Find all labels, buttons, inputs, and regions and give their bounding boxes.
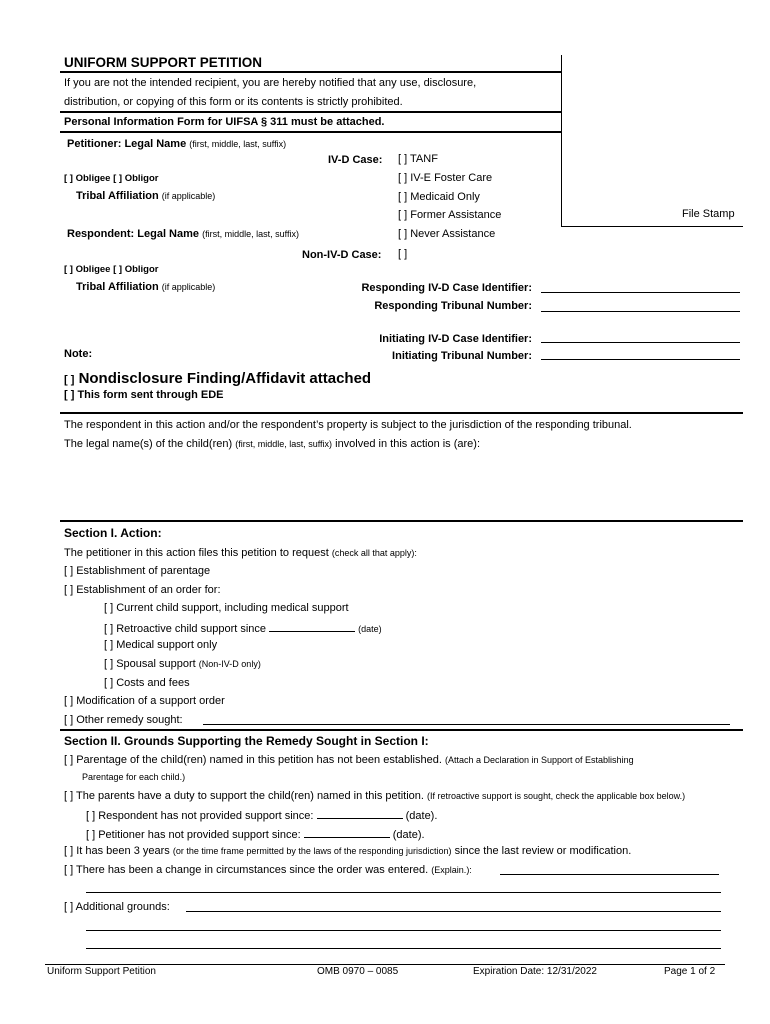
children-section-rule — [60, 520, 743, 522]
medical-support-option[interactable]: [ ] Medical support only — [104, 639, 218, 651]
non-ivd-case-label: Non-IV-D Case: — [302, 249, 382, 261]
respondent-not-provided-option[interactable]: [ ] Respondent has not provided support since: (date). — [86, 810, 438, 822]
responding-tribunal-number-label: Responding Tribunal Number: — [374, 300, 532, 312]
current-child-support-option[interactable]: [ ] Current child support, including medical support — [104, 602, 349, 614]
notice-line-2: distribution, or copying of this form or its contents is strictly prohibited. — [64, 96, 403, 108]
nondisclosure-option[interactable]: [ ] Nondisclosure Finding/Affidavit attached — [64, 370, 372, 387]
additional-grounds-field-3[interactable] — [86, 948, 721, 949]
footer-form-name: Uniform Support Petition — [47, 966, 156, 977]
section-1-title: Section I. Action: — [64, 526, 162, 540]
retroactive-date-field[interactable] — [269, 621, 355, 632]
jurisdiction-statement: The respondent in this action and/or the respondent’s property is subject to the jurisdiction of the responding tribunal. — [64, 419, 632, 431]
parentage-ground-hint: Parentage for each child.) — [82, 772, 186, 782]
pif-notice: Personal Information Form for UIFSA § 311 must be attached. — [64, 116, 385, 128]
ivd-option-medicaid-only[interactable]: [ ] Medicaid Only — [398, 191, 480, 203]
footer-rule — [45, 964, 725, 965]
initiating-ivd-identifier-field[interactable] — [541, 342, 740, 343]
footer-expiration-date: Expiration Date: 12/31/2022 — [473, 966, 597, 977]
modification-option[interactable]: [ ] Modification of a support order — [64, 695, 225, 707]
responding-tribunal-number-field[interactable] — [541, 311, 740, 312]
file-stamp-label: File Stamp — [682, 208, 735, 220]
file-stamp-border — [561, 55, 562, 227]
spousal-support-option[interactable]: [ ] Spousal support (Non-IV-D only) — [104, 658, 261, 670]
ivd-case-label: IV-D Case: — [328, 154, 383, 166]
additional-grounds-option[interactable]: [ ] Additional grounds: — [64, 901, 170, 913]
petitioner-date-field[interactable] — [304, 827, 390, 838]
other-remedy-field[interactable] — [203, 724, 730, 725]
three-years-option[interactable]: [ ] It has been 3 years (or the time frame permitted by the laws of the responding jurisdiction) since the last review or modification. — [64, 845, 632, 857]
respondent-name-label: Respondent: Legal Name (first, middle, last, suffix) — [67, 228, 299, 240]
title-rule — [60, 71, 561, 73]
petitioner-name-label: Petitioner: Legal Name (first, middle, last, suffix) — [67, 138, 287, 150]
establishment-parentage-option[interactable]: [ ] Establishment of parentage — [64, 565, 211, 577]
change-circumstances-option[interactable]: [ ] There has been a change in circumstances since the order was entered. (Explain.): — [64, 864, 472, 876]
additional-grounds-field-2[interactable] — [86, 930, 721, 931]
initiating-ivd-identifier-label: Initiating IV-D Case Identifier: — [379, 333, 532, 345]
change-explain-field[interactable] — [500, 874, 719, 875]
parentage-ground-option[interactable]: [ ] Parentage of the child(ren) named in this petition has not been established. (Attach a Declaration in Support of Establishing — [64, 754, 634, 766]
pif-rule — [60, 131, 561, 133]
change-explain-field-2[interactable] — [86, 892, 721, 893]
initiating-tribunal-number-label: Initiating Tribunal Number: — [392, 350, 532, 362]
note-label: Note: — [64, 348, 93, 360]
section-2-title: Section II. Grounds Supporting the Remedy Sought in Section I: — [64, 734, 429, 748]
petitioner-tribal-affiliation: Tribal Affiliation (if applicable) — [76, 190, 216, 202]
ede-option[interactable]: [ ] This form sent through EDE — [64, 389, 224, 401]
petitioner-not-provided-option[interactable]: [ ] Petitioner has not provided support since: (date). — [86, 829, 425, 841]
ivd-option-foster-care[interactable]: [ ] IV-E Foster Care — [398, 172, 493, 184]
other-remedy-option[interactable]: [ ] Other remedy sought: — [64, 714, 183, 726]
section-1-rule — [60, 729, 743, 731]
form-title: UNIFORM SUPPORT PETITION — [64, 55, 263, 70]
notice-rule — [60, 111, 561, 113]
children-names-label: The legal name(s) of the child(ren) (first, middle, last, suffix) involved in this action is (are): — [64, 438, 481, 450]
respondent-date-field[interactable] — [317, 808, 403, 819]
non-ivd-case-checkbox[interactable]: [ ] — [398, 248, 408, 260]
footer-omb-number: OMB 0970 – 0085 — [317, 966, 399, 977]
nondisclosure-rule — [60, 412, 743, 414]
ivd-option-tanf[interactable]: [ ] TANF — [398, 153, 438, 165]
initiating-tribunal-number-field[interactable] — [541, 359, 740, 360]
responding-ivd-identifier-label: Responding IV-D Case Identifier: — [361, 282, 532, 294]
additional-grounds-field[interactable] — [186, 911, 721, 912]
respondent-tribal-affiliation: Tribal Affiliation (if applicable) — [76, 281, 216, 293]
responding-ivd-identifier-field[interactable] — [541, 292, 740, 293]
ivd-option-never-assistance[interactable]: [ ] Never Assistance — [398, 228, 496, 240]
retroactive-child-support-option[interactable]: [ ] Retroactive child support since (date) — [104, 623, 382, 635]
respondent-obligee-obligor[interactable]: [ ] Obligee [ ] Obligor — [64, 264, 159, 275]
duty-support-option[interactable]: [ ] The parents have a duty to support the child(ren) named in this petition. (If retroactive support is sought, check the applicable box below.) — [64, 790, 686, 802]
establishment-order-option[interactable]: [ ] Establishment of an order for: — [64, 584, 221, 596]
costs-fees-option[interactable]: [ ] Costs and fees — [104, 677, 190, 689]
section-1-intro: The petitioner in this action files this petition to request (check all that apply): — [64, 547, 417, 559]
ivd-option-former-assistance[interactable]: [ ] Former Assistance — [398, 209, 502, 221]
footer-page-number: Page 1 of 2 — [664, 966, 716, 977]
notice-line-1: If you are not the intended recipient, you are hereby notified that any use, disclosure, — [64, 77, 477, 89]
petitioner-obligee-obligor[interactable]: [ ] Obligee [ ] Obligor — [64, 173, 159, 184]
file-stamp-bottom-rule — [561, 226, 743, 227]
